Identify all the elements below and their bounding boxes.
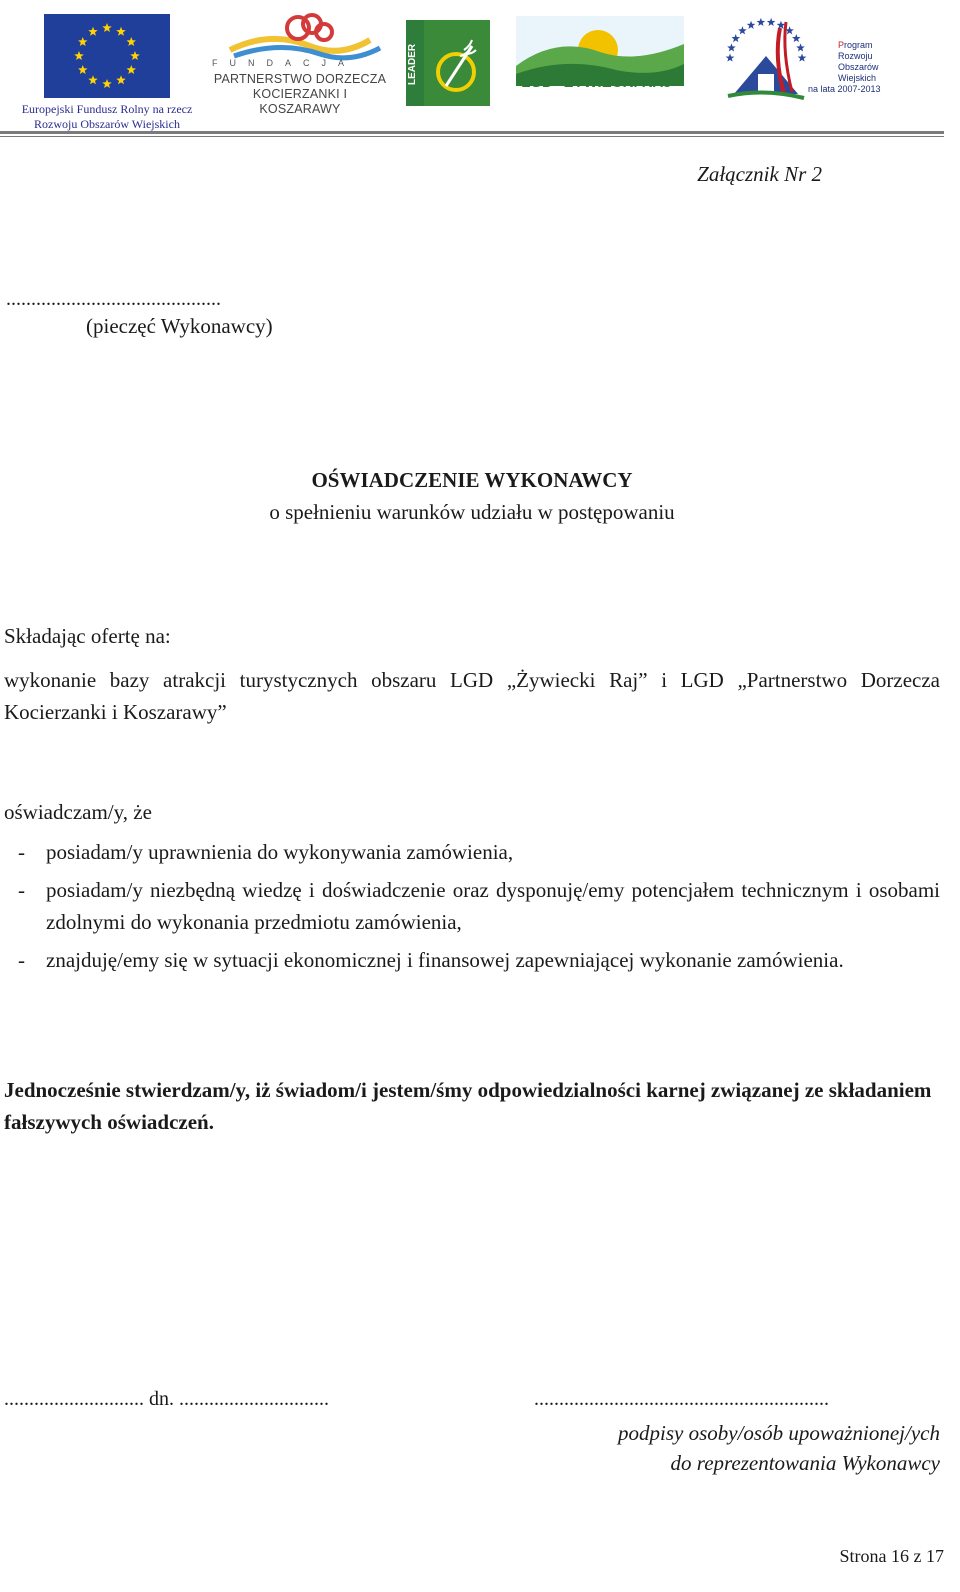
eu-star-icon [78,37,88,46]
prow-star-icon [798,54,807,62]
eu-star-icon [78,65,88,74]
prow-logo [724,8,808,104]
prow-star-icon [738,26,747,34]
page-number: Strona 16 z 17 [839,1546,944,1566]
stamp-line: ........................................... [6,288,221,310]
prow-star-icon [757,18,766,26]
offer-text: wykonanie bazy atrakcji turystycznych obszaru LGD „Żywiecki Raj” i LGD „Partnerstwo Dorzecza Kocierzanki i Koszarawy” [4,668,940,724]
prow-star-icon [796,43,805,51]
prow-line: Wiejskich [838,73,877,83]
eu-star-icon [116,27,126,36]
declaration-label: oświadczam/y, że [4,800,152,824]
list-dash: - [18,840,25,864]
list-item [4,874,940,938]
leader-label: LEADER [407,43,418,85]
prow-star-icon [726,54,735,62]
eu-star-icon [88,27,98,36]
eu-star-icon [88,75,98,84]
eu-star-icon [126,65,136,74]
list-dash: - [18,948,25,972]
header-divider-thin [0,136,944,137]
header-divider [0,131,944,134]
list-item-text: posiadam/y uprawnienia do wykonywania zamówienia, [46,840,514,864]
prow-line: Obszarów [838,62,879,72]
signature-line: ........................................................... [534,1388,829,1410]
prow-text [838,40,938,84]
eu-star-icon [116,75,126,84]
eu-star-icon [102,79,112,88]
list-item [4,836,940,868]
prow-line [838,40,938,51]
list-item-text: posiadam/y niezbędną wiedzę i doświadczenie oraz dysponuję/emy potencjałem technicznym i osobami zdolnymi do wykonania przedmiotu zamówienia, [46,878,940,934]
liability-statement: Jednocześnie stwierdzam/y, iż świadom/i jestem/śmy odpowiedzialności karnej związanej ze składaniem fałszywych oświadczeń. [4,1078,932,1134]
fundacja-label: FUNDACJA [212,58,357,68]
prow-years: na lata 2007-2013 [808,84,881,94]
stamp-label: (pieczęć Wykonawcy) [86,314,273,338]
prow-star-icon [777,21,786,29]
list-item [4,944,940,976]
prow-star-icon [727,43,736,51]
fundacja-name: PARTNERSTWO DORZECZA KOCIERZANKI I KOSZARAWY [213,72,387,116]
signature-caption-line-2: do reprezentowania Wykonawcy [670,1451,940,1475]
annex-number: Załącznik Nr 2 [697,162,822,186]
signature-caption-line-1: podpisy osoby/osób upoważnionej/ych [618,1421,940,1445]
eu-star-icon [74,51,84,60]
signature-caption [520,1418,940,1478]
eu-star-icon [102,23,112,32]
prow-star-icon [792,34,801,42]
eu-fund-caption: Europejski Fundusz Rolny na rzecz Rozwoju Obszarów Wiejskich [21,102,193,131]
declaration-list [4,836,940,982]
page-title: OŚWIADCZENIE WYKONAWCY [311,468,633,492]
eu-flag-logo [44,14,170,98]
prow-word: rogram [844,40,873,50]
prow-star-icon [731,34,740,42]
list-item-text: znajduję/emy się w sytuacji ekonomicznej i finansowej zapewniającej wykonanie zamówienia. [46,948,844,972]
prow-initial: P [838,40,845,50]
prow-stars-icon [724,8,808,104]
leader-logo [406,20,490,106]
offer-label: Składając ofertę na: [4,624,171,648]
lgd-label: LGD "ŻYWIECKI RAJ" [521,74,679,91]
eu-stars-icon [44,14,170,98]
eu-star-icon [126,37,136,46]
prow-star-icon [767,18,776,26]
place-date-field: ............................ dn. .............................. [4,1388,329,1410]
page-subtitle: o spełnieniu warunków udziału w postępowaniu [269,500,675,524]
prow-line: Rozwoju [838,51,873,61]
list-dash: - [18,878,25,902]
prow-star-icon [785,26,794,34]
eu-star-icon [130,51,140,60]
prow-star-icon [747,21,756,29]
